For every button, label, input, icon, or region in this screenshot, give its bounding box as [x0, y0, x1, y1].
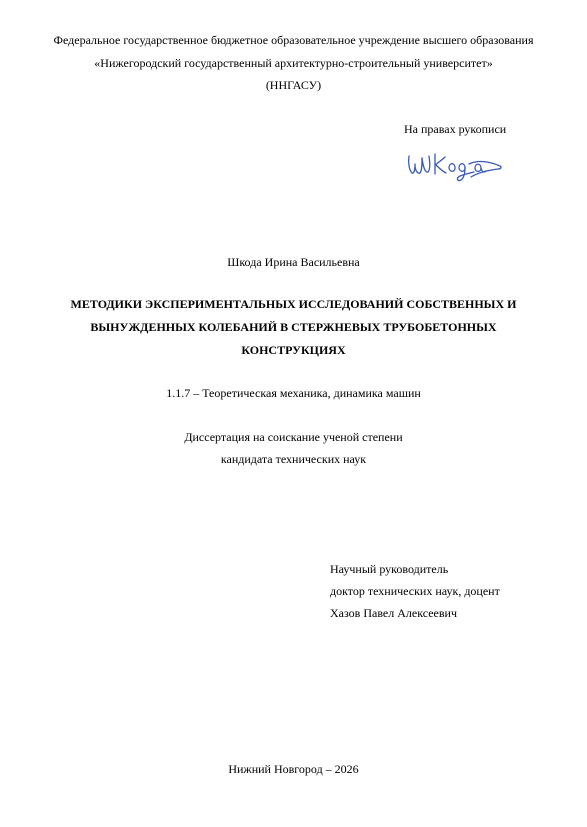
supervisor-label: Научный руководитель	[330, 562, 449, 576]
supervisor-credentials: доктор технических наук, доцент	[330, 584, 500, 598]
handwritten-signature	[405, 148, 515, 184]
thesis-title-line-1: МЕТОДИКИ ЭКСПЕРИМЕНТАЛЬНЫХ ИССЛЕДОВАНИЙ СОБСТВЕННЫХ И	[70, 297, 517, 311]
supervisor-name: Хазов Павел Алексеевич	[330, 606, 457, 620]
thesis-title-line-2: ВЫНУЖДЕННЫХ КОЛЕБАНИЙ В СТЕРЖНЕВЫХ ТРУБОБЕТОННЫХ	[90, 320, 497, 334]
specialty-code: 1.1.7 – Теоретическая механика, динамика машин	[166, 386, 421, 400]
city-year: Нижний Новгород – 2026	[228, 762, 359, 776]
institution-line-2: «Нижегородский государственный архитектурно-строительный университет»	[94, 56, 493, 70]
degree-line-2: кандидата технических наук	[220, 452, 367, 466]
thesis-title-line-3: КОНСТРУКЦИЯХ	[241, 343, 346, 357]
degree-line-1: Диссертация на соискание ученой степени	[184, 430, 403, 444]
rights-note: На правах рукописи	[404, 122, 507, 136]
author-name: Шкода Ирина Васильевна	[227, 255, 360, 269]
institution-abbreviation: (ННГАСУ)	[265, 78, 322, 92]
institution-line-1: Федеральное государственное бюджетное образовательное учреждение высшего образования	[53, 33, 534, 47]
